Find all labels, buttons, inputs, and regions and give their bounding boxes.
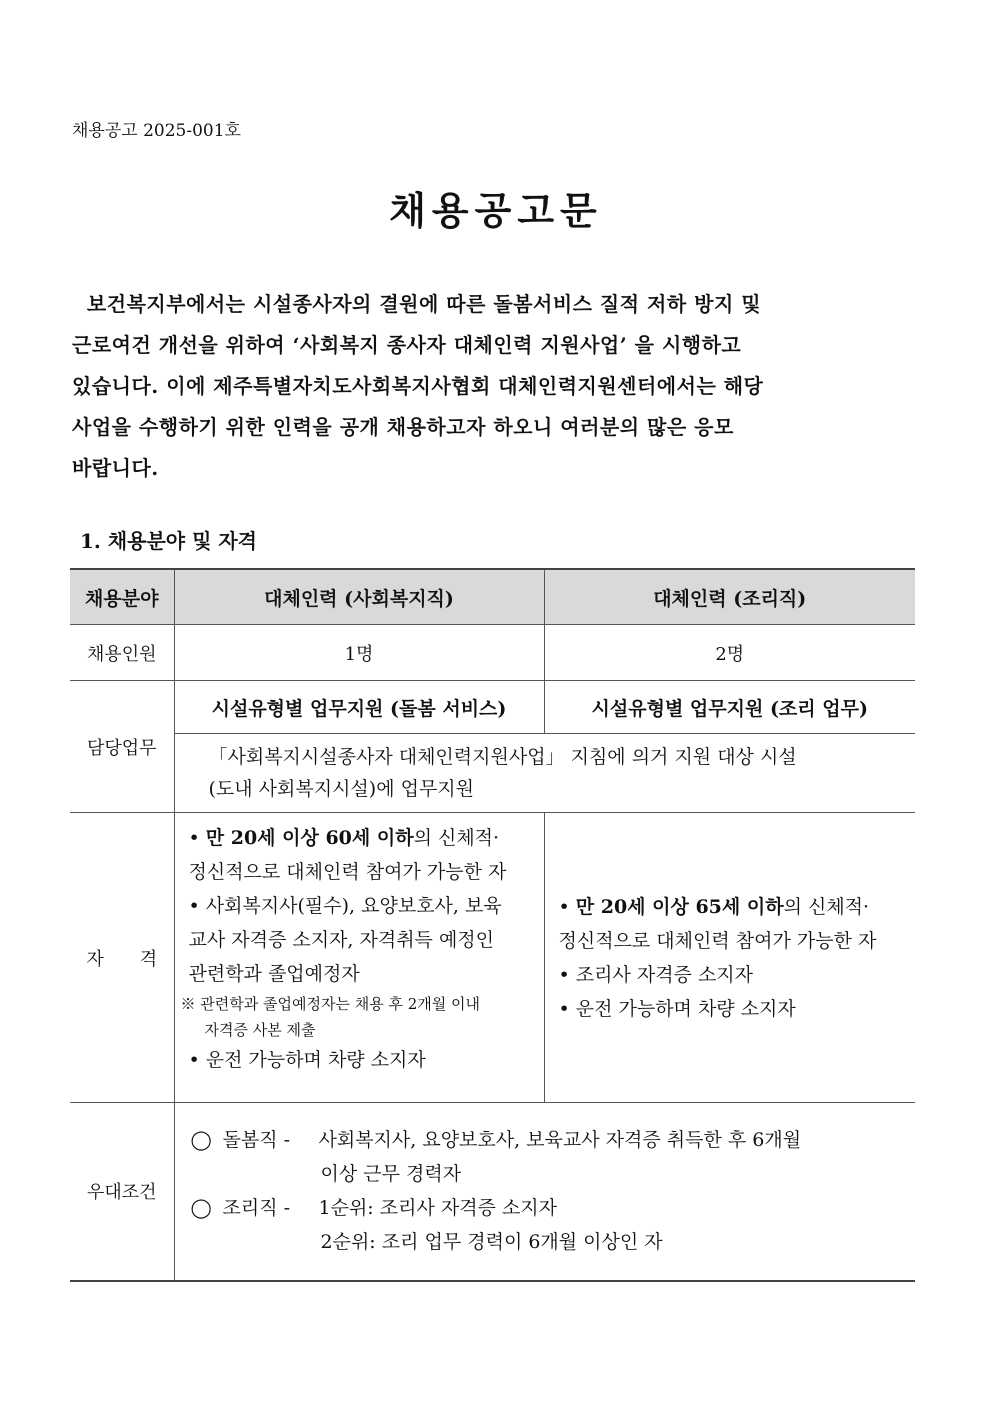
pref-cook-text-2: 2순위: 조리 업무 경력이 6개월 이상인 자: [320, 1231, 663, 1254]
qualification-cook: [544, 813, 915, 1103]
duty-desc-row: [70, 734, 915, 813]
qual-line: 관련학과 졸업예정자: [188, 963, 360, 985]
qual-line: • 만 20세 이상 60세 이하의 신체적·: [188, 827, 500, 849]
qual-line: • 운전 가능하며 차량 소지자: [558, 997, 796, 1020]
qual-line: 교사 자격증 소지자, 자격취득 예정인: [188, 929, 495, 951]
qual-line: • 만 20세 이상 65세 이하의 신체적·: [558, 895, 870, 918]
headcount-row: [70, 625, 915, 681]
duty-desc-line: (도내 사회복지시설)에 업무지원: [208, 778, 475, 800]
pref-cook: [191, 1191, 910, 1225]
duty-label: 담당업무: [70, 681, 174, 813]
headcount-label: 채용인원: [70, 625, 174, 681]
qual-age-range: 만 20세 이상 65세 이하: [575, 895, 784, 918]
qualification-row: [70, 813, 915, 1103]
qual-line: • 조리사 자격증 소지자: [558, 963, 754, 986]
qual-line: • 사회복지사(필수), 요양보호사, 보육: [188, 895, 502, 917]
duty-row: [70, 681, 915, 734]
header-social-welfare: 대체인력 (사회복지직): [174, 569, 544, 625]
intro-line: 보건복지부에서는 시설종사자의 결원에 따른 돌봄서비스 질적 저하 방지 및: [72, 292, 762, 316]
pref-cook-label: 조리직 -: [222, 1197, 291, 1220]
table-header-row: [70, 569, 915, 625]
qual-line: 정신적으로 대체인력 참여가 가능한 자: [188, 861, 507, 883]
intro-line: 사업을 수행하기 위한 인력을 공개 채용하고자 하오니 여러분의 많은 응모: [72, 415, 734, 439]
page-title: 채용공고문: [389, 189, 603, 233]
qualification-label: 자 격: [70, 813, 174, 1103]
circle-bullet-icon: ◯: [190, 1129, 212, 1152]
pref-care-text-2: 이상 근무 경력자: [320, 1163, 462, 1186]
pref-care-text: 사회복지사, 요양보호사, 보육교사 자격증 취득한 후 6개월: [318, 1129, 802, 1152]
circle-bullet-icon: ◯: [190, 1197, 212, 1220]
pref-care: [191, 1123, 910, 1157]
preference-label: 우대조건: [70, 1103, 174, 1281]
qual-age-range: 만 20세 이상 60세 이하: [205, 827, 414, 849]
recruitment-table: [70, 568, 915, 1282]
document-number: 채용공고 2025-001호: [72, 121, 241, 141]
duty-desc-line: 「사회복지시설종사자 대체인력지원사업」 지침에 의거 지원 대상 시설: [208, 746, 797, 768]
pref-cook-text: 1순위: 조리사 자격증 소지자: [318, 1197, 558, 1220]
qual-age-rest: 의 신체적·: [413, 827, 500, 849]
headcount-cook: 2명: [544, 625, 915, 681]
duty-cook: 시설유형별 업무지원 (조리 업무): [544, 681, 915, 734]
preference-row: [70, 1103, 915, 1281]
header-field: 채용분야: [70, 569, 174, 625]
qual-note: ※ 관련학과 졸업예정자는 채용 후 2개월 이내: [180, 995, 480, 1013]
headcount-social-welfare: 1명: [174, 625, 544, 681]
qual-line: 정신적으로 대체인력 참여가 가능한 자: [558, 929, 877, 952]
intro-line: 있습니다. 이에 제주특별자치도사회복지사협회 대체인력지원센터에서는 해당: [72, 374, 764, 398]
pref-care-label: 돌봄직 -: [222, 1129, 291, 1152]
qual-line: • 운전 가능하며 차량 소지자: [188, 1049, 426, 1071]
duty-social-welfare: 시설유형별 업무지원 (돌봄 서비스): [174, 681, 544, 734]
intro-line: 근로여건 개선을 위하여 ‘사회복지 종사자 대체인력 지원사업’ 을 시행하고: [72, 333, 742, 357]
intro-line: 바랍니다.: [72, 456, 159, 480]
header-cook: 대체인력 (조리직): [544, 569, 915, 625]
intro-paragraph: [72, 284, 922, 489]
qual-age-rest: 의 신체적·: [783, 895, 870, 918]
duty-description: [174, 734, 915, 813]
qualification-social-welfare: [174, 813, 544, 1103]
preference-content: [174, 1103, 915, 1281]
qual-note: 자격증 사본 제출: [204, 1021, 316, 1039]
section-heading: 1. 채용분야 및 자격: [80, 529, 258, 553]
